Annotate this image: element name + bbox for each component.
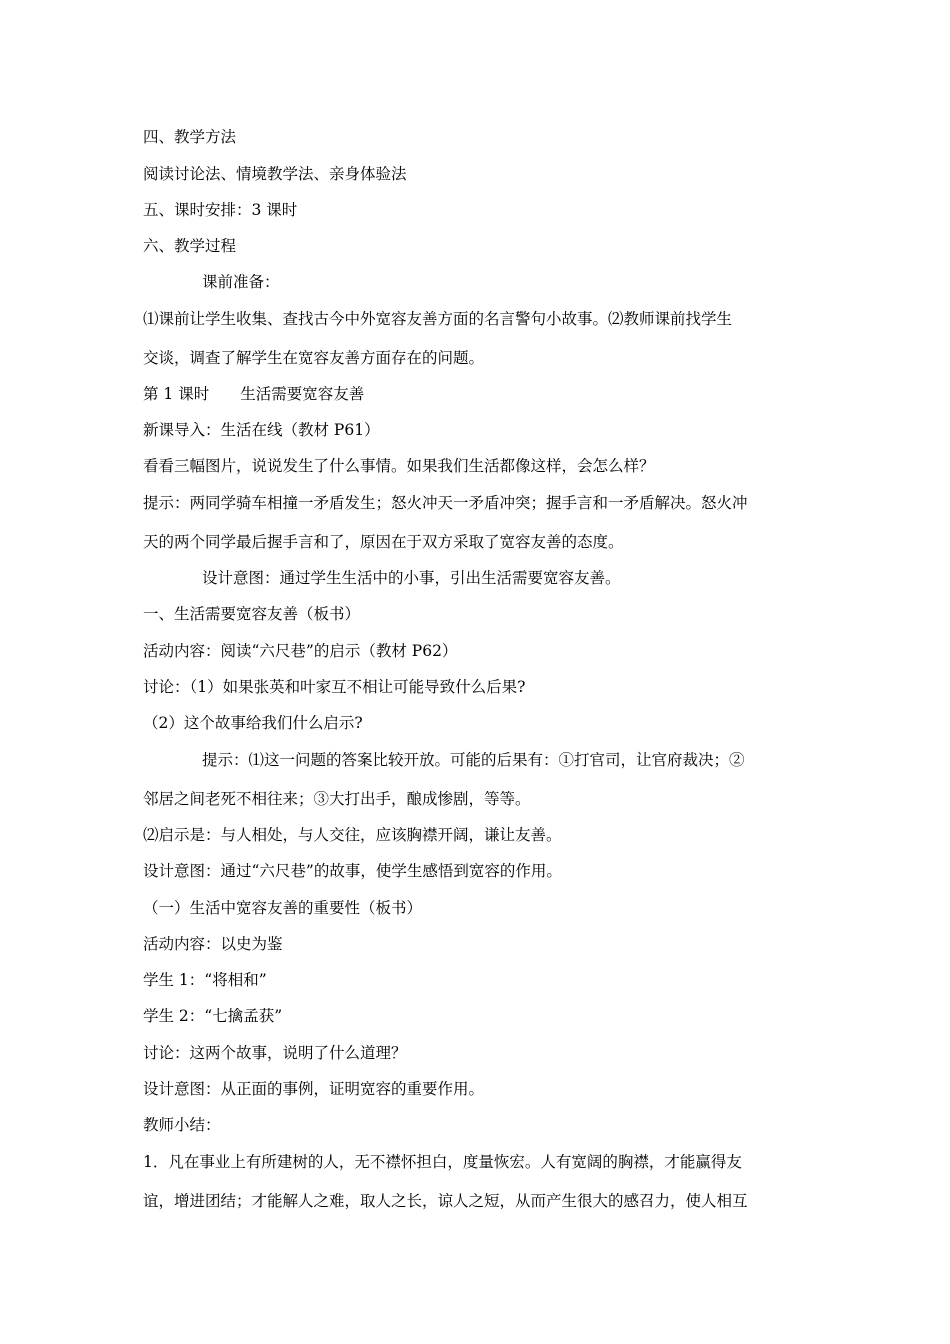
section-heading: 一、生活需要宽容友善（板书） xyxy=(143,605,361,623)
paragraph-line: 学生 2：“七擒孟获” xyxy=(143,1007,283,1025)
paragraph-line: ⑵启示是：与人相处，与人交往，应该胸襟开阔，谦让友善。 xyxy=(143,826,562,844)
paragraph-line: 设计意图：从正面的事例，证明宽容的重要作用。 xyxy=(143,1080,485,1098)
paragraph-line: 设计意图：通过学生生活中的小事，引出生活需要宽容友善。 xyxy=(202,569,621,587)
heading-lesson-1: 第 1 课时 生活需要宽容友善 xyxy=(143,385,365,403)
paragraph-line: 谊，增进团结；才能解人之难，取人之长，谅人之短，从而产生很大的感召力，使人相互 xyxy=(143,1192,748,1210)
heading-teaching-process: 六、教学过程 xyxy=(143,237,237,255)
paragraph-line: 1．凡在事业上有所建树的人，无不襟怀担白，度量恢宏。人有宽阔的胸襟，才能赢得友 xyxy=(143,1153,742,1171)
heading-class-hours: 五、课时安排：3 课时 xyxy=(143,201,298,219)
paragraph-line: 活动内容：以史为鉴 xyxy=(143,935,283,953)
paragraph-line: 设计意图：通过“六尺巷”的故事，使学生感悟到宽容的作用。 xyxy=(143,862,562,880)
paragraph-line: ⑴课前让学生收集、查找古今中外宽容友善方面的名言警句小故事。⑵教师课前找学生 xyxy=(143,310,733,328)
paragraph-line: 活动内容：阅读“六尺巷”的启示（教材 P62） xyxy=(143,642,458,660)
subsection-heading: （一）生活中宽容友善的重要性（板书） xyxy=(143,899,423,917)
paragraph-line: 交谈，调查了解学生在宽容友善方面存在的问题。 xyxy=(143,349,485,367)
label-preparation: 课前准备： xyxy=(202,273,280,291)
paragraph-line: 天的两个同学最后握手言和了，原因在于双方采取了宽容友善的态度。 xyxy=(143,533,624,551)
paragraph-line: 讨论：这两个故事，说明了什么道理？ xyxy=(143,1044,407,1062)
paragraph-methods: 阅读讨论法、情境教学法、亲身体验法 xyxy=(143,165,407,183)
paragraph-line: （2）这个故事给我们什么启示? xyxy=(143,714,363,732)
paragraph-line: 讨论：（1）如果张英和叶家互不相让可能导致什么后果? xyxy=(143,678,526,696)
paragraph-line: 新课导入：生活在线（教材 P61） xyxy=(143,421,380,439)
paragraph-line: 教师小结： xyxy=(143,1116,221,1134)
paragraph-line: 邻居之间老死不相往来；③大打出手，酿成惨剧，等等。 xyxy=(143,790,531,808)
paragraph-line: 提示：⑴这一问题的答案比较开放。可能的后果有：①打官司，让官府裁决；② xyxy=(202,751,745,769)
heading-teaching-methods: 四、教学方法 xyxy=(143,128,237,146)
paragraph-line: 提示：两同学骑车相撞一矛盾发生；怒火冲天一矛盾冲突；握手言和一矛盾解决。怒火冲 xyxy=(143,494,748,512)
paragraph-line: 学生 1：“将相和” xyxy=(143,971,267,989)
paragraph-line: 看看三幅图片，说说发生了什么事情。如果我们生活都像这样，会怎么样？ xyxy=(143,457,655,475)
